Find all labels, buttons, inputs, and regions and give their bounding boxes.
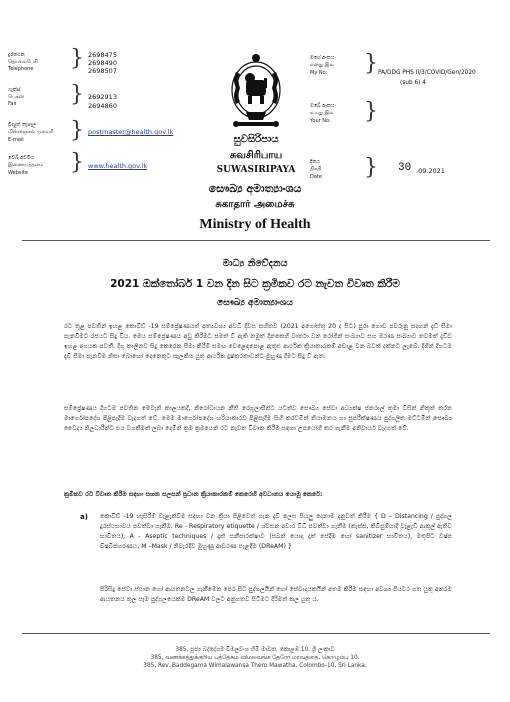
telephone-number: 2698475 (88, 51, 117, 59)
ministry-sinhala: සෞඛ්‍ය අමාත්‍යාංශය (208, 182, 302, 195)
email-link[interactable]: postmaster@health.gov.lk (88, 128, 174, 136)
ministry-tamil: சுகாதார் அமைச்சு (215, 199, 295, 210)
fax-label: Fax (8, 101, 17, 107)
telephone-label-sinhala: දුරකථන (8, 52, 25, 58)
paragraph: රට තුළ පවතින් ඉහළ කොවිඩ් -19 සම්ප්‍රේෂණයත් අත්‍යවශ්‍ය අවධි දිවස සහිතව (2021 අගෝස්තු 20 ද සිට) පුරා ගොඩ පවරුනු සදහන් දැඩි සීමා පැනවීමට රජයට සිදු විය. මෙය සම්ප්‍රේෂණය අඩු කිරීමට සමත් වී ඇති නමුත් දිනකෙහි වාර්තා වන රෝගීන් සංඛ්‍යාව සහ මරණ සංඛ්‍යාව තවමත් දැඩිව ඉහළ අගයක පවතී. දිගු කාලීනව සිදු කෙරෙන සීමා කිරීම් සමඟ වෙළෙඳපොළ ඇතුළු ආර්ථික ක්‍රියාකාරකම් අඩාළ වන බවත් දක්නට ලැබේ. දිගින් දිගටම දැඩි සීමා පැනවීම නිසා බොහෝ දෙනෙකුට සැලකිය යුතු ආර්ථික දුෂ්කරතාවන්ට මුහුණ දීමට සිදු වී ඇත. (64, 323, 452, 360)
website-label: Website (8, 170, 28, 176)
name-sinhala-top: සුවසිරිපාය (233, 134, 279, 145)
release-kicker: මාධ්‍ය නිවේදනය (222, 258, 288, 269)
brace-icon: } (70, 82, 84, 107)
date-day-handwritten: 30 (398, 162, 412, 174)
sri-lanka-emblem-icon (228, 52, 284, 132)
header-divider (22, 240, 490, 241)
brace-icon: } (70, 46, 84, 71)
list-item: කොවිඩ් -19 හැසිරීම් වැළැක්වීම සඳහා වන ක්‍රියා පිළිවෙත් ගැන දැඩි ලෙස සියලු දෙනාම දැනුවත් කිරීම { D – Distancing / පුද්ගල දුරස්ථභාවය පවත්වා ගැනීම, Re - Respiratory etiquette / ශ්වසන අවාර විධි පවත්වා ගැනීම (කැස්ස, කිවිසුම්යාදී වැළැඩී ආකුල් ඇතිව භාවිතය), A - Aseptic techniques / දෑත් සනීපාරක්ෂාව (සබන් යොදා දෑත් සේදීම හෝ sanitizer භාවිතය), මතුපිට වෂ්ප විෂබීජහරණය, M –Mask / නිවැරදිව මුහුණු ආවරණ පැළඳීම (DReAM) } (100, 513, 452, 550)
email-label-tamil: மின்னஞ்சல் முகவரி (8, 129, 54, 135)
paragraph-intro: ක්‍රමිකව රට විවෘත කිරීම සඳහා සහන සලසන් ප්‍රධාන ක්‍රියාකාරකම් කෙරෙහි අවධානය යොමු කෙරේ: (64, 491, 323, 498)
paragraph: සම්ප්‍රේෂණය දිගටම පවතින මෙවැනි කාලයකදී, නිරෝධායන නීති රෙගුලාසීන්ට යටත්ව සෞඛ්‍ය සේවා අධ්‍යක්ෂ ජනරාල් තුමා විසින් නිකුත් කරන මාර්ගෝපදේශ පිළිපැදීම වැදගත් වේ. මෙම මාර්ගෝපදේශ හරියාකාරව පිළිපැදීම සිහි කරවමින් නියාමනය හා සුපරීක්ෂණය පුද්ගලික මට්ටමින් සෞඛ්‍ය වෛද්‍ය නිලධාරීන්ට එය වගකීමක් ලබා දෙමින් ක්‍රම ක්‍රමයෙන් රට නැවත විවෘත කිරීම සඳහා උපයෝගී කර ගැනීම අනිවාර්ය වැදගත් වේ. (64, 405, 452, 432)
your-no-label-tamil: உமது இல (310, 110, 334, 116)
footer-line-tamil: 385, வணக்கத்துக்குரிய பத்தேகம விமலவங்ச தேரோ மாவத்தை, கொழும்பு 10. (150, 655, 360, 661)
website-link[interactable]: www.health.gov.lk (88, 162, 148, 170)
my-no-value: PA/DDG PHS II/3/COVID/Gen/2020 (378, 70, 476, 76)
brace-icon: } (70, 150, 84, 175)
date-label-sinhala: දිනය (310, 159, 320, 165)
list-marker: a) (80, 513, 88, 521)
fax-number: 2694860 (88, 102, 117, 110)
your-no-label-sinhala: ඔබේ අංකය (310, 103, 335, 109)
my-no-label-tamil: எனது இல (310, 62, 334, 68)
website-label-tamil: இணையத்தளம் (8, 162, 44, 168)
date-value: .09.2021 (416, 167, 445, 175)
my-no-label: My No: (310, 70, 328, 76)
footer-address (0, 646, 510, 670)
list-follow-paragraph: පිරිසිදු සේවා ස්ථාන හෝ ආයතනවල ගැනීමෙන පෙර සිට පුද්ගලයින් හෝ සේවාදායකයින් අතම කිරීම සඳහා අවශ්‍ය පියවර ගත යුතු අතරම ආයතනය තුල සෑම පුද්ගලයෙක්ම DReAM වලට අනුගතව සිටීමට දිරිමත් කල යුතු ය. (100, 586, 452, 603)
name-english-top: SUWASIRIPAYA (216, 165, 296, 175)
website-label-sinhala: වෙබ් අඩවිය (8, 155, 35, 161)
ministry-english: Ministry of Health (199, 217, 311, 232)
telephone-number: 2698490 (88, 59, 117, 67)
brace-icon: } (364, 51, 378, 76)
release-subtitle: සෞඛ්‍ය අමාත්‍යාංශය (217, 298, 293, 308)
telephone-number: 2698507 (88, 67, 117, 75)
my-no-sub: (sub 6) 4 (400, 80, 426, 86)
telephone-label-tamil: தொலைபேசி (8, 59, 38, 65)
telephone-label: Telephone (8, 66, 34, 72)
brace-icon: } (364, 155, 378, 180)
your-no-label: Your No: (310, 118, 331, 124)
email-label-sinhala: විද්‍යුත් තැපෑල (8, 122, 36, 128)
brace-icon: } (70, 118, 84, 143)
footer-divider (22, 633, 490, 634)
fax-number: 2692913 (88, 93, 117, 101)
email-label: E-mail (8, 137, 24, 143)
name-tamil-top: சுவசிரிபாய (229, 150, 283, 161)
fax-label-tamil: பெக்ஸ் (8, 94, 25, 100)
footer-line-sinhala: 385, පූජ්‍ය බද්දේගම විමලවංශ හිමි මාවත, කොළඹ 10. ශ්‍රී ලංකාව (175, 647, 335, 653)
release-title: 2021 ඔක්තෝබර් 1 වන දින සිට ක්‍රමිකව රට නැවත විවෘත කිරීම (110, 278, 400, 290)
fax-label-sinhala: ෆැක්ස් (8, 87, 21, 93)
footer-line-english: 385, Rev. Baddegama Wimalawansa Thero Mawatha, Colombo-10, Sri Lanka. (143, 663, 367, 669)
my-no-label-sinhala: මගේ අංකය (310, 55, 335, 61)
date-label-tamil: திகதி (310, 166, 322, 172)
brace-icon: } (364, 99, 378, 124)
date-label: Date (310, 174, 322, 180)
